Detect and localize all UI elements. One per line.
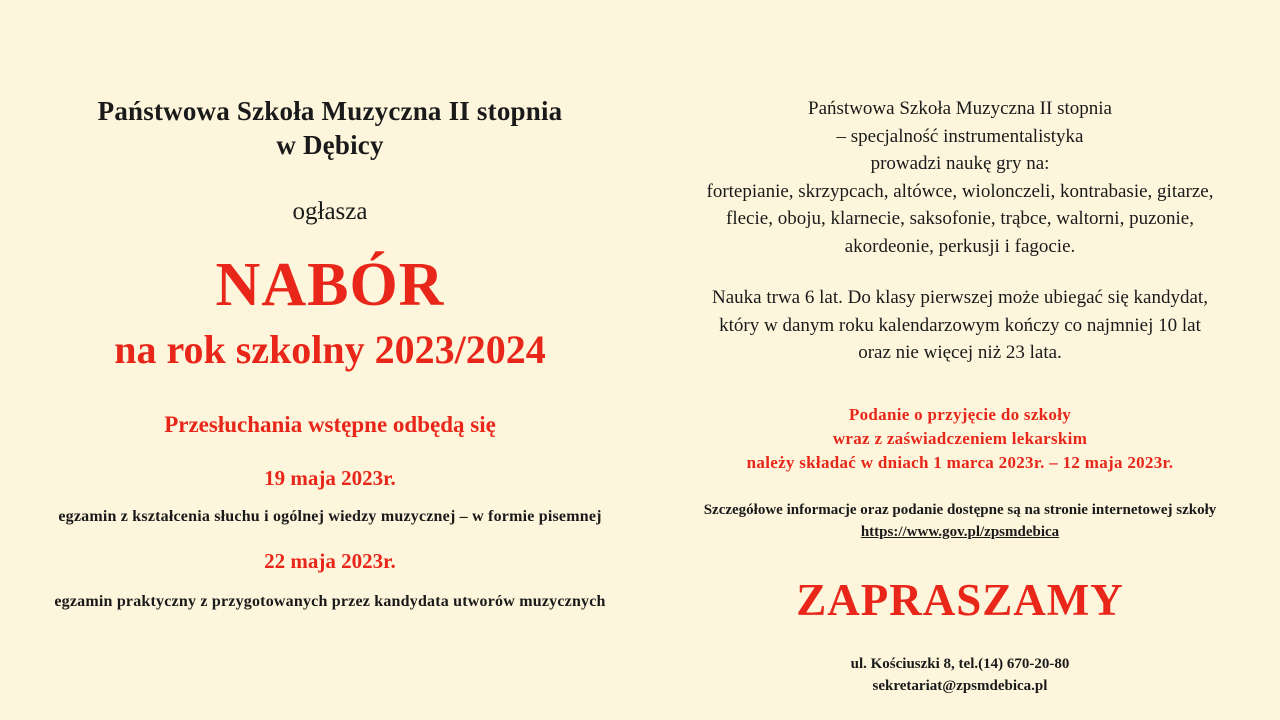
auditions-heading: Przesłuchania wstępne odbędą się xyxy=(164,411,496,437)
info-text: Szczegółowe informacje oraz podanie dostępne są na stronie internetowej szkoły xyxy=(703,502,1217,519)
specialty-line: flecie, oboju, klarnecie, saksofonie, trąbce, waltorni, puzonie, xyxy=(726,208,1194,230)
announces-text: ogłasza xyxy=(292,197,368,225)
audition-exam-1: egzamin z kształcenia słuchu i ogólnej wiedzy muzycznej – w formie pisemnej xyxy=(58,507,602,525)
school-name-line-2: w Dębicy xyxy=(276,129,384,160)
contact-block xyxy=(670,654,1250,698)
audition-date-2: 22 maja 2023r. xyxy=(264,548,396,573)
duration-line: Nauka trwa 6 lat. Do klasy pierwszej może ubiegać się kandydat, xyxy=(712,287,1208,309)
specialty-line: prowadzi naukę gry na: xyxy=(870,153,1050,175)
specialty-line: akordeonie, perkusji i fagocie. xyxy=(844,235,1076,257)
duration-block xyxy=(670,284,1250,367)
application-line: Podanie o przyjęcie do szkoły xyxy=(848,404,1072,424)
contact-address: ul. Kościuszki 8, tel.(14) 670-20-80 xyxy=(850,655,1070,672)
school-name xyxy=(40,95,620,163)
school-website-link[interactable]: https://www.gov.pl/zpsmdebica xyxy=(860,524,1060,541)
application-line: wraz z zaświadczeniem lekarskim xyxy=(832,428,1088,448)
application-block xyxy=(670,403,1250,474)
specialty-line: – specjalność instrumentalistyka xyxy=(836,125,1084,147)
right-column xyxy=(650,0,1280,720)
specialty-line: Państwowa Szkoła Muzyczna II stopnia xyxy=(808,98,1112,119)
application-line: należy składać w dniach 1 marca 2023r. – 12 maja 2023r. xyxy=(746,452,1174,472)
audition-date-1: 19 maja 2023r. xyxy=(264,465,396,490)
duration-line: oraz nie więcej niż 23 lata. xyxy=(858,342,1062,364)
school-name-line-1: Państwowa Szkoła Muzyczna II stopnia xyxy=(97,96,563,126)
headline-nabor: NABÓR xyxy=(215,250,445,319)
specialty-line: fortepianie, skrzypcach, altówce, wiolonczeli, kontrabasie, gitarze, xyxy=(706,180,1214,202)
school-year: na rok szkolny 2023/2024 xyxy=(114,326,546,372)
duration-line: który w danym roku kalendarzowym kończy co najmniej 10 lat xyxy=(719,314,1201,336)
contact-email: sekretariat@zpsmdebica.pl xyxy=(872,677,1048,694)
audition-exam-2: egzamin praktyczny z przygotowanych przez kandydata utworów muzycznych xyxy=(54,592,606,610)
specialty-block xyxy=(670,95,1250,260)
welcome-text: ZAPRASZAMY xyxy=(796,574,1124,625)
info-block xyxy=(670,500,1250,544)
